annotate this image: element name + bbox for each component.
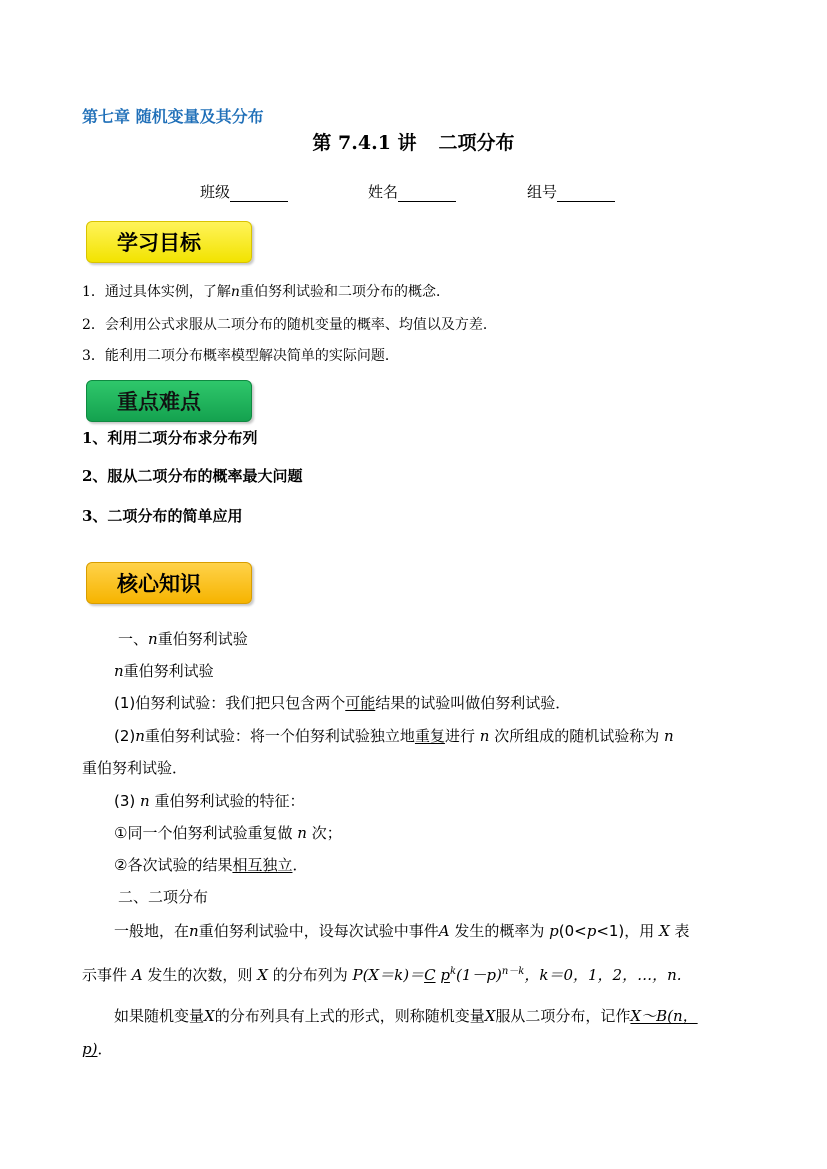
group-blank[interactable]: [557, 185, 615, 202]
class-field[interactable]: [200, 181, 288, 202]
binomial-definition-line2: 示事件 A 发生的次数，则 X 的分布列为 P(X＝k)＝C $p^k(1-p)^{n-k}$，k＝0，1，2，…，n.: [82, 966, 682, 984]
subheading-bernoulli: n重伯努利试验: [114, 662, 214, 680]
core-section-tag: 核心知识: [86, 562, 252, 604]
name-label: 姓名: [368, 183, 399, 201]
class-blank[interactable]: [230, 185, 288, 202]
section-heading-bernoulli: 一、n重伯努利试验: [118, 630, 248, 648]
class-label: 班级: [200, 183, 231, 201]
group-label: 组号: [527, 183, 558, 201]
binomial-formula: P(X＝k)＝C $p^k(1-p)^{n-k}$，k＝0，1，2，…，n.: [352, 966, 682, 984]
binomial-definition-line1: 一般地，在n重伯努利试验中，设每次试验中事件A 发生的概率为 p(0<p<1)，用 X 表: [114, 922, 690, 940]
goal-item: 3．能利用二项分布概率模型解决简单的实际问题．: [82, 348, 399, 364]
goals-section-tag: 学习目标: [86, 221, 252, 263]
goal-item: 1．通过具体实例，了解n重伯努利试验和二项分布的概念．: [82, 284, 450, 300]
binomial-notation-line: 如果随机变量X的分布列具有上式的形式，则称随机变量X服从二项分布，记作X～B(n，: [114, 1007, 698, 1025]
chapter-title: 第七章 随机变量及其分布: [82, 107, 264, 126]
feature-item: ②各次试验的结果相互独立．: [114, 856, 308, 874]
lecture-title: [0, 128, 827, 155]
definition-n-bernoulli: (2)n重伯努利试验：将一个伯努利试验独立地重复进行 n 次所组成的随机试验称为 n: [114, 727, 674, 745]
definition-n-bernoulli-cont: 重伯努利试验．: [82, 759, 188, 777]
name-field[interactable]: [368, 181, 456, 202]
keypoint-item: 1、利用二项分布求分布列: [82, 429, 258, 447]
section-heading-binomial: 二、二项分布: [118, 888, 209, 906]
keypoint-item: 3、二项分布的简单应用: [82, 507, 243, 525]
lecture-name: 二项分布: [438, 132, 515, 154]
goal-item: 2．会利用公式求服从二项分布的随机变量的概率、均值以及方差．: [82, 317, 497, 333]
keypoints-section-tag: 重点难点: [86, 380, 252, 422]
feature-item: ①同一个伯努利试验重复做 n 次；: [114, 824, 342, 842]
lecture-number: 第 7.4.1 讲: [312, 132, 417, 154]
definition-bernoulli-trial: (1)伯努利试验：我们把只包含两个可能结果的试验叫做伯努利试验．: [114, 694, 571, 712]
features-heading: (3) n 重伯努利试验的特征：: [114, 792, 305, 810]
name-blank[interactable]: [398, 185, 456, 202]
group-field[interactable]: [527, 181, 615, 202]
binomial-notation-cont: p)．: [82, 1040, 113, 1058]
keypoint-item: 2、服从二项分布的概率最大问题: [82, 467, 303, 485]
